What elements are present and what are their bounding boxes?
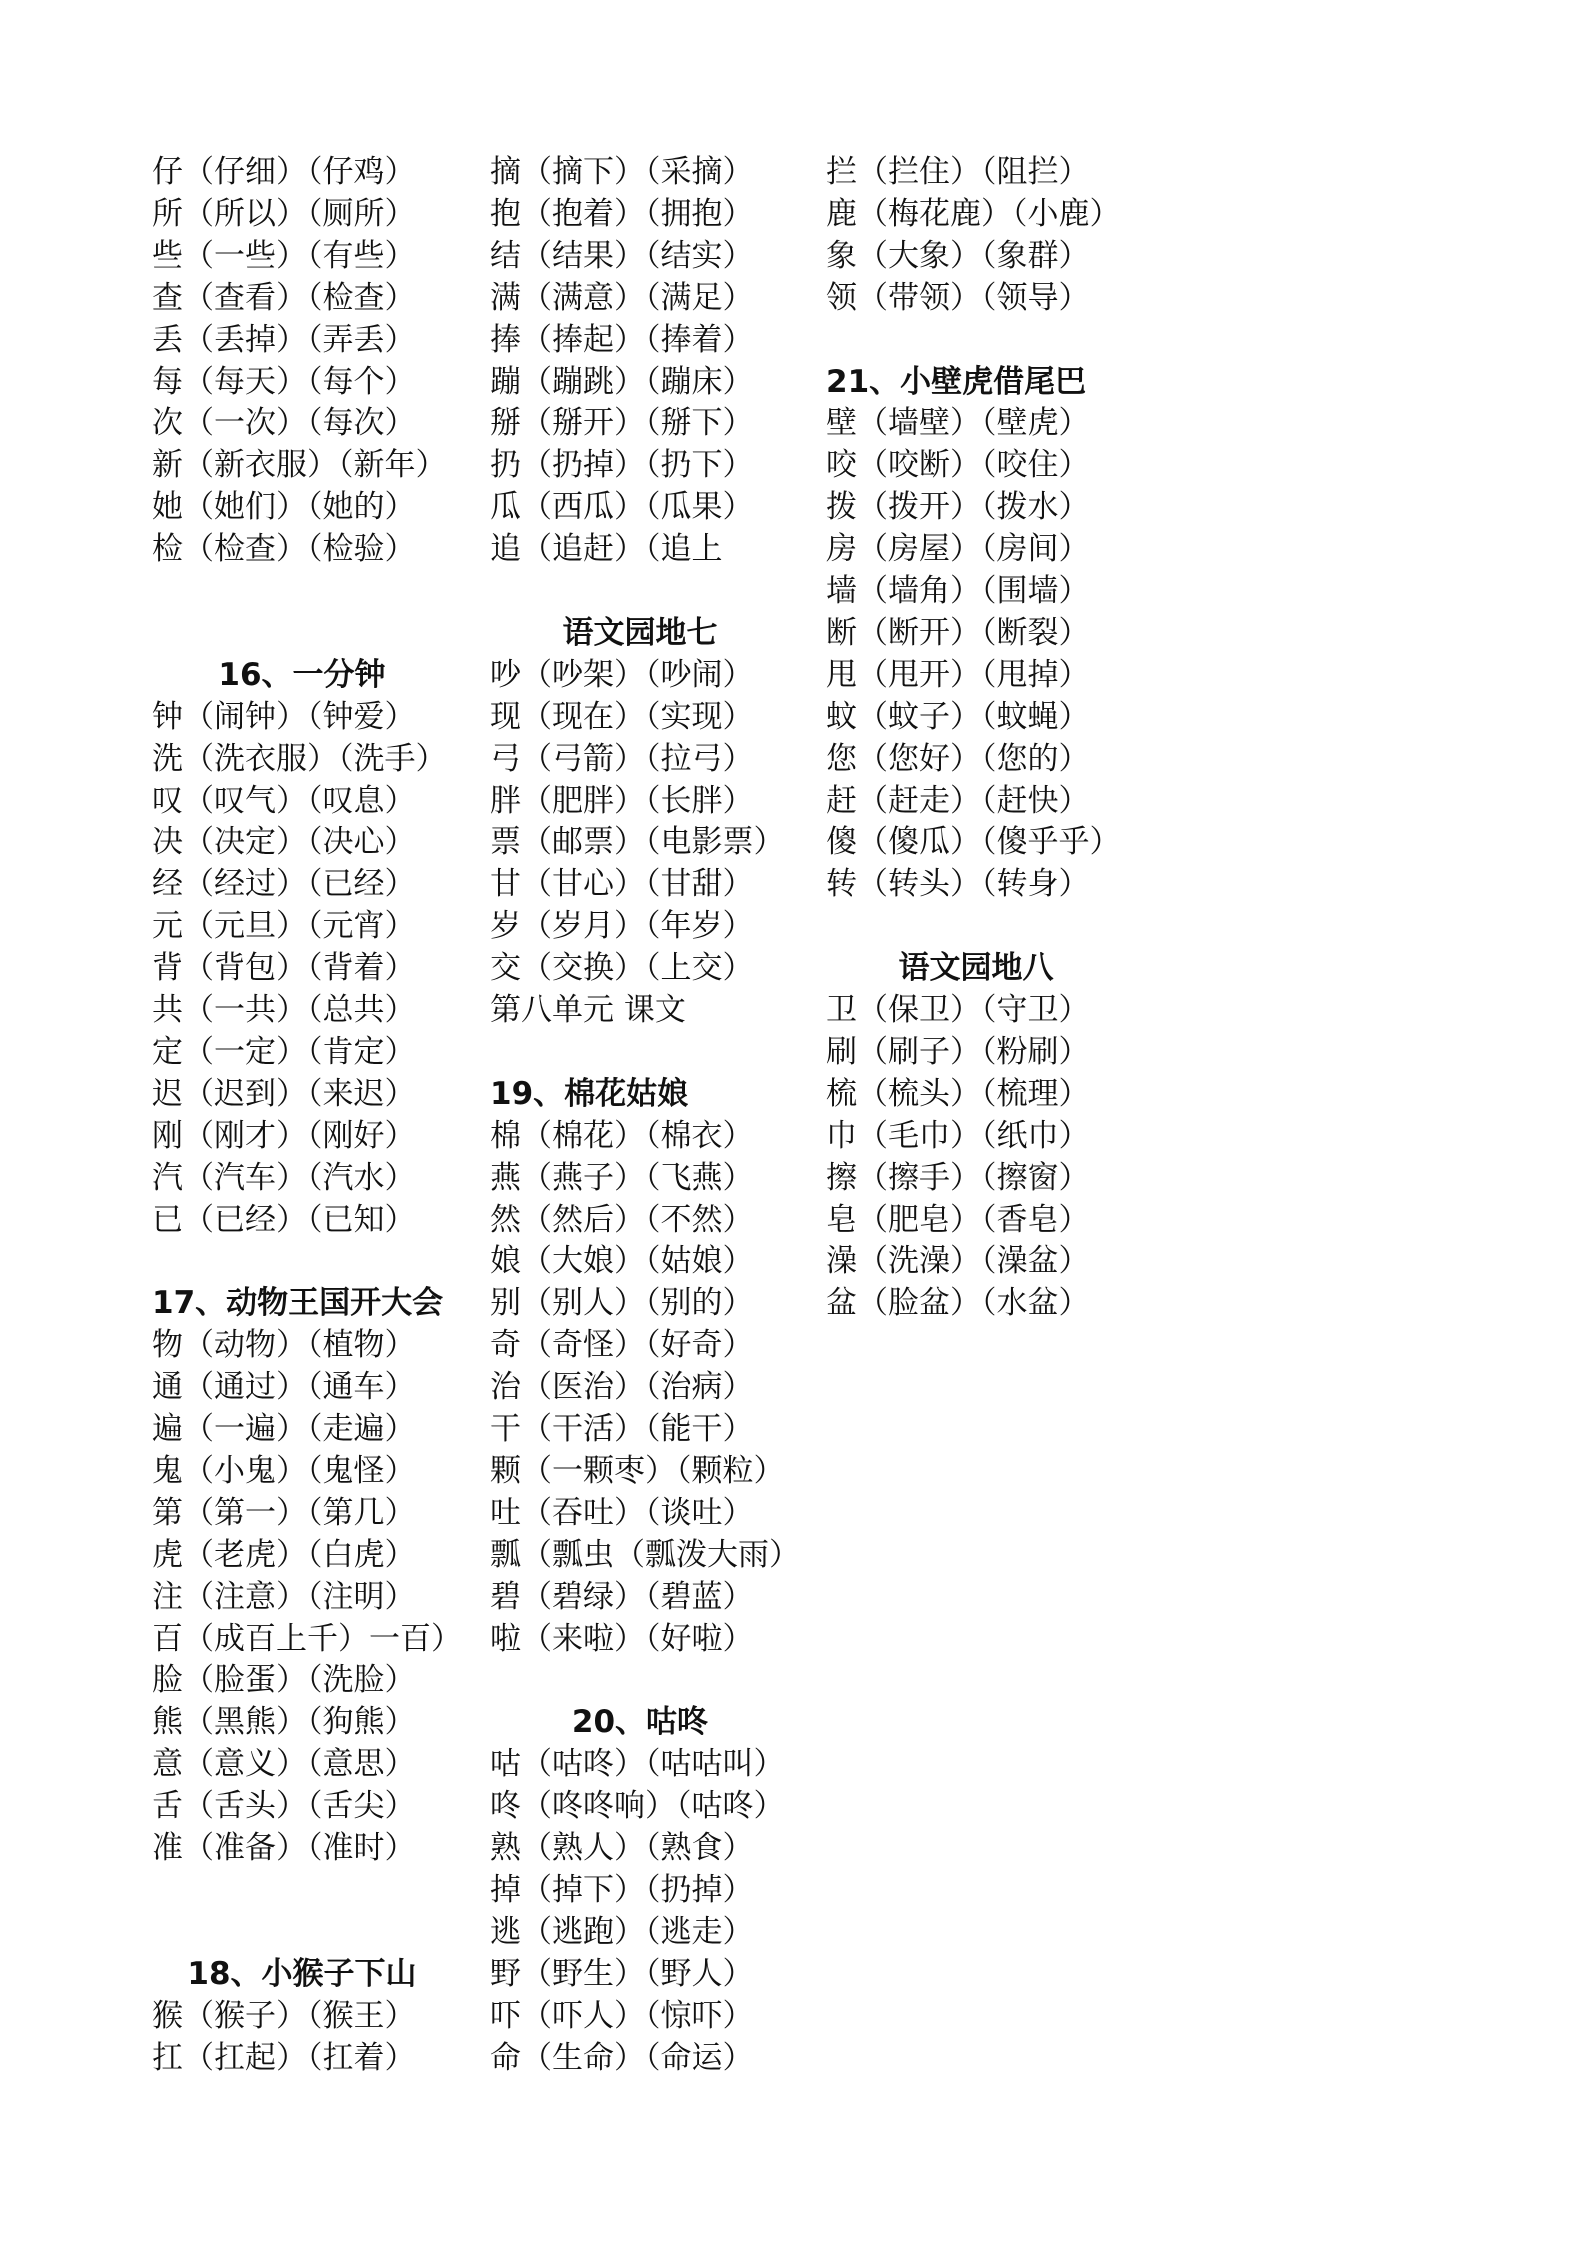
vocab-entry: 遍（一遍）（走遍） <box>152 1411 416 1447</box>
vocab-entry: 壁（墙壁）（壁虎） <box>826 405 1090 442</box>
vocab-entry: 扔（扔掉）（扔下） <box>490 447 754 484</box>
vocab-entry: 奇（奇怪）（好奇） <box>490 1327 754 1364</box>
vocab-entry: 熊（黑熊）（狗熊） <box>152 1704 416 1741</box>
vocab-entry: 盆（脸盆）（水盆） <box>826 1285 1090 1322</box>
vocab-entry: 汽（汽车）（汽水） <box>152 1159 416 1196</box>
vocab-entry: 第（第一）（第几） <box>152 1494 416 1531</box>
vocab-entry: 瓜（西瓜）（瓜果） <box>490 489 754 526</box>
vocab-entry: 通（通过）（通车） <box>152 1369 416 1406</box>
vocab-entry: 吵（吵架）（吵闹） <box>490 656 754 693</box>
vocab-entry: 舌（舌头）（舌尖） <box>152 1788 416 1825</box>
vocab-entry: 票（邮票）（电影票） <box>490 824 785 861</box>
vocab-entry: 吓（吓人）（惊吓） <box>490 1997 754 2034</box>
vocab-entry: 元（元旦）（元宵） <box>152 908 416 945</box>
vocab-entry: 第八单元 课文 <box>490 992 686 1028</box>
vocab-entry: 咚（咚咚响）（咕咚） <box>490 1788 785 1825</box>
vocab-entry: 检（检查）（检验） <box>152 531 416 568</box>
lesson-heading: 语文园地七 <box>562 614 718 651</box>
vocab-entry: 咬（咬断）（咬住） <box>826 447 1090 484</box>
vocab-entry: 刷（刷子）（粉刷） <box>826 1033 1090 1070</box>
vocab-entry: 棉（棉花）（棉衣） <box>490 1117 754 1154</box>
vocab-entry: 注（注意）（注明） <box>152 1578 416 1615</box>
vocab-entry: 刚（刚才）（刚好） <box>152 1117 416 1154</box>
vocab-entry: 虎（老虎）（白虎） <box>152 1536 416 1573</box>
vocab-entry: 弓（弓箭）（拉弓） <box>490 740 754 777</box>
vocab-entry: 野（野生）（野人） <box>490 1955 754 1992</box>
vocab-entry: 胖（肥胖）（长胖） <box>490 782 754 819</box>
vocab-entry: 百（成百上千）一百） <box>152 1620 462 1657</box>
vocab-entry: 岁（岁月）（年岁） <box>490 908 754 945</box>
vocab-entry: 傻（傻瓜）（傻乎乎） <box>826 824 1121 861</box>
vocab-entry: 所（所以）（厕所） <box>152 195 416 232</box>
vocab-entry: 您（您好）（您的） <box>826 740 1090 777</box>
vocab-entry: 捧（捧起）（捧着） <box>490 321 754 358</box>
vocab-entry: 鹿（梅花鹿）（小鹿） <box>826 195 1121 232</box>
vocab-entry: 干（干活）（能干） <box>490 1411 754 1447</box>
vocab-entry: 背（背包）（背着） <box>152 950 416 987</box>
vocab-entry: 结（结果）（结实） <box>490 237 754 274</box>
vocab-entry: 瓢（瓢虫（瓢泼大雨） <box>490 1536 800 1573</box>
vocab-entry: 抱（抱着）（拥抱） <box>490 195 754 232</box>
vocab-entry: 些（一些）（有些） <box>152 237 416 274</box>
vocab-entry: 经（经过）（已经） <box>152 866 416 903</box>
vocab-entry: 决（决定）（决心） <box>152 824 416 861</box>
vocab-entry: 交（交换）（上交） <box>490 950 754 987</box>
vocab-entry: 啦（来啦）（好啦） <box>490 1620 754 1657</box>
vocab-entry: 皂（肥皂）（香皂） <box>826 1201 1090 1238</box>
vocab-entry: 丢（丢掉）（弄丢） <box>152 321 416 358</box>
vocab-entry: 领（带领）（领导） <box>826 279 1090 316</box>
vocab-entry: 然（然后）（不然） <box>490 1201 754 1238</box>
vocab-entry: 拨（拨开）（拨水） <box>826 489 1090 526</box>
vocab-entry: 共（一共）（总共） <box>152 992 416 1028</box>
vocab-entry: 掰（掰开）（掰下） <box>490 405 754 442</box>
vocab-entry: 摘（摘下）（采摘） <box>490 154 754 190</box>
vocab-entry: 象（大象）（象群） <box>826 237 1090 274</box>
vocab-entry: 仔（仔细）（仔鸡） <box>152 154 416 190</box>
vocab-entry: 蹦（蹦跳）（蹦床） <box>490 363 754 400</box>
vocab-entry: 她（她们）（她的） <box>152 489 416 526</box>
vocab-entry: 物（动物）（植物） <box>152 1327 416 1364</box>
vocab-entry: 拦（拦住）（阻拦） <box>826 154 1090 190</box>
vocab-entry: 掉（掉下）（扔掉） <box>490 1871 754 1908</box>
vocab-entry: 每（每天）（每个） <box>152 363 416 400</box>
vocab-entry: 治（医治）（治病） <box>490 1369 754 1406</box>
lesson-heading: 20、咕咚 <box>571 1704 709 1741</box>
vocab-entry: 颗（一颗枣）（颗粒） <box>490 1452 785 1489</box>
vocab-entry: 定（一定）（肯定） <box>152 1033 416 1070</box>
vocab-entry: 叹（叹气）（叹息） <box>152 782 416 819</box>
vocab-entry: 断（断开）（断裂） <box>826 614 1090 651</box>
vocab-entry: 迟（迟到）（来迟） <box>152 1075 416 1112</box>
vocab-entry: 脸（脸蛋）（洗脸） <box>152 1662 416 1699</box>
vocab-entry: 扛（扛起）（扛着） <box>152 2039 416 2076</box>
vocab-entry: 熟（熟人）（熟食） <box>490 1830 754 1866</box>
vocab-entry: 逃（逃跑）（逃走） <box>490 1913 754 1950</box>
lesson-heading: 21、小壁虎借尾巴 <box>826 363 1087 400</box>
vocab-entry: 鬼（小鬼）（鬼怪） <box>152 1452 416 1489</box>
vocab-entry: 燕（燕子）（飞燕） <box>490 1159 754 1196</box>
lesson-heading: 语文园地八 <box>898 950 1054 987</box>
vocab-entry: 满（满意）（满足） <box>490 279 754 316</box>
vocab-entry: 澡（洗澡）（澡盆） <box>826 1243 1090 1280</box>
vocab-entry: 新（新衣服）（新年） <box>152 447 447 484</box>
vocab-entry: 巾（毛巾）（纸巾） <box>826 1117 1090 1154</box>
lesson-heading: 18、小猴子下山 <box>187 1955 417 1992</box>
vocab-entry: 查（查看）（检查） <box>152 279 416 316</box>
vocab-entry: 现（现在）（实现） <box>490 698 754 735</box>
vocab-entry: 洗（洗衣服）（洗手） <box>152 740 447 777</box>
lesson-heading: 16、一分钟 <box>218 656 386 693</box>
vocab-entry: 梳（梳头）（梳理） <box>826 1075 1090 1112</box>
vocab-entry: 追（追赶）（追上 <box>490 531 723 568</box>
vocab-entry: 准（准备）（准时） <box>152 1830 416 1866</box>
lesson-heading: 17、动物王国开大会 <box>152 1285 444 1322</box>
vocab-entry: 命（生命）（命运） <box>490 2039 754 2076</box>
vocab-entry: 已（已经）（已知） <box>152 1201 416 1238</box>
vocab-entry: 次（一次）（每次） <box>152 405 416 442</box>
vocab-entry: 甘（甘心）（甘甜） <box>490 866 754 903</box>
vocab-entry: 别（别人）（别的） <box>490 1285 754 1322</box>
vocab-entry: 甩（甩开）（甩掉） <box>826 656 1090 693</box>
vocab-entry: 吐（吞吐）（谈吐） <box>490 1494 754 1531</box>
vocab-entry: 转（转头）（转身） <box>826 866 1090 903</box>
lesson-heading: 19、棉花姑娘 <box>490 1075 689 1112</box>
vocab-entry: 擦（擦手）（擦窗） <box>826 1159 1090 1196</box>
vocab-entry: 咕（咕咚）（咕咕叫） <box>490 1746 785 1783</box>
vocab-entry: 猴（猴子）（猴王） <box>152 1997 416 2034</box>
vocab-entry: 意（意义）（意思） <box>152 1746 416 1783</box>
vocab-entry: 墙（墙角）（围墙） <box>826 573 1090 609</box>
vocab-entry: 钟（闹钟）（钟爱） <box>152 698 416 735</box>
vocab-entry: 碧（碧绿）（碧蓝） <box>490 1578 754 1615</box>
vocab-entry: 卫（保卫）（守卫） <box>826 992 1090 1028</box>
vocab-entry: 赶（赶走）（赶快） <box>826 782 1090 819</box>
vocab-entry: 房（房屋）（房间） <box>826 531 1090 568</box>
vocab-entry: 蚊（蚊子）（蚊蝇） <box>826 698 1090 735</box>
vocab-entry: 娘（大娘）（姑娘） <box>490 1243 754 1280</box>
